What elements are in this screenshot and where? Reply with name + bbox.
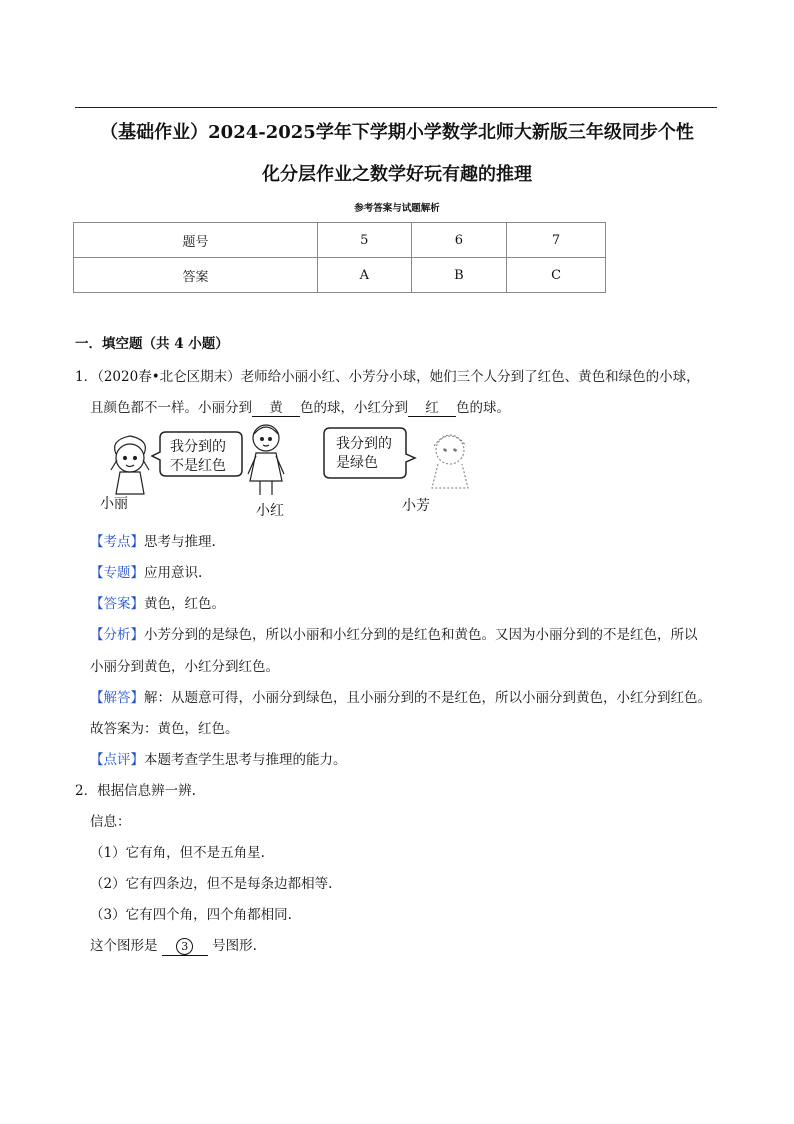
- q1-dianping: [90, 748, 347, 768]
- bubble1-line-2: 不是红色: [170, 458, 226, 474]
- q2-ask: [90, 934, 257, 956]
- q1-text-b3: 色的球。: [456, 400, 510, 416]
- name-xiaohong: 小红: [256, 503, 284, 519]
- q1-daan: [90, 592, 225, 612]
- q1-text-a: （2020春•北仑区期末）老师给小丽小红、小芳分小球，她们三个人分到了红色、黄色和绿色的小球，: [97, 369, 700, 385]
- title-line-2: 化分层作业之数学好玩有趣的推理: [262, 164, 532, 185]
- q1-figure: [98, 420, 498, 520]
- name-xiaofang: 小芳: [402, 498, 430, 514]
- q1-blank-1: 黄: [252, 396, 300, 417]
- q2-item-2: （2）它有四条边，但不是每条边都相等.: [90, 876, 333, 892]
- q2-item-3: （3）它有四个角，四个角都相同.: [90, 907, 292, 923]
- q1-text-b1: 且颜色都不一样。小丽分到: [90, 400, 252, 416]
- table-cell: A: [317, 258, 411, 293]
- speech-bubble-2: [324, 428, 415, 478]
- table-cell: C: [507, 258, 606, 293]
- table-row: [74, 258, 606, 293]
- q1-blank-2: 红: [408, 396, 456, 417]
- q1-fenxi-line-1: [90, 623, 698, 643]
- q1-jieda-line-1: [90, 686, 711, 706]
- top-rule: [75, 107, 717, 108]
- q1-jieda-line-2: 故答案为：黄色，红色。: [90, 721, 239, 737]
- zhuanti-tag: 【专题】: [90, 565, 144, 581]
- q2-answer-blank: [162, 938, 208, 956]
- q2-line-1: [75, 779, 196, 799]
- q2-text: 根据信息辨一辨.: [97, 783, 196, 799]
- q1-text-b2: 色的球，小红分到: [300, 400, 408, 416]
- fenxi-text-a: 小芳分到的是绿色，所以小丽和小红分到的是红色和黄色。又因为小丽分到的不是红色，所以: [144, 627, 698, 643]
- table-cell: 题号: [74, 223, 318, 258]
- fenxi-tag: 【分析】: [90, 627, 144, 643]
- q1-number: 1．: [75, 369, 98, 385]
- bubble2-line-2: 是绿色: [336, 455, 378, 471]
- zhuanti-text: 应用意识.: [144, 565, 203, 581]
- section-heading: 一．填空题（共 4 小题）: [75, 336, 229, 352]
- girl-xiaohong-illustration: [248, 425, 284, 495]
- q1-line-2: [90, 396, 510, 417]
- q2-info: 信息：: [90, 814, 131, 830]
- answer-table: [73, 222, 606, 293]
- table-cell: 7: [507, 223, 606, 258]
- jieda-tag: 【解答】: [90, 690, 144, 706]
- girl-xiaofang-illustration: [432, 435, 468, 488]
- girl-xiaoli-illustration: [111, 436, 149, 494]
- table-cell: 答案: [74, 258, 318, 293]
- bubble1-line-1: 我分到的: [170, 439, 226, 455]
- speech-bubble-1: [152, 432, 242, 476]
- q1-zhuanti: [90, 561, 202, 581]
- table-row: [74, 223, 606, 258]
- q1-kaodian: [90, 530, 216, 550]
- q2-ask-b: 号图形.: [212, 938, 257, 954]
- kaodian-text: 思考与推理.: [144, 534, 216, 550]
- q2-ask-a: 这个图形是: [90, 938, 158, 954]
- dianping-text: 本题考查学生思考与推理的能力。: [144, 752, 347, 768]
- dianping-tag: 【点评】: [90, 752, 144, 768]
- q2-item-1: （1）它有角，但不是五角星.: [90, 845, 265, 861]
- daan-tag: 【答案】: [90, 596, 144, 612]
- q2-number: 2．: [75, 783, 98, 799]
- q1-line-1: [75, 365, 700, 385]
- name-xiaoli: 小丽: [100, 496, 128, 512]
- table-cell: 5: [317, 223, 411, 258]
- jieda-text-a: 解：从题意可得，小丽分到绿色，且小丽分到的不是红色，所以小丽分到黄色，小红分到红色。: [144, 690, 711, 706]
- kaodian-tag: 【考点】: [90, 534, 144, 550]
- subtitle: 参考答案与试题解析: [354, 203, 440, 214]
- daan-text: 黄色，红色。: [144, 596, 225, 612]
- title-line-1: （基础作业）2024-2025学年下学期小学数学北师大新版三年级同步个性: [100, 122, 694, 143]
- table-cell: 6: [411, 223, 506, 258]
- table-cell: B: [411, 258, 506, 293]
- bubble2-line-1: 我分到的: [336, 436, 392, 452]
- q1-fenxi-line-2: 小丽分到黄色，小红分到红色。: [90, 659, 279, 675]
- circled-answer: 3: [176, 938, 193, 955]
